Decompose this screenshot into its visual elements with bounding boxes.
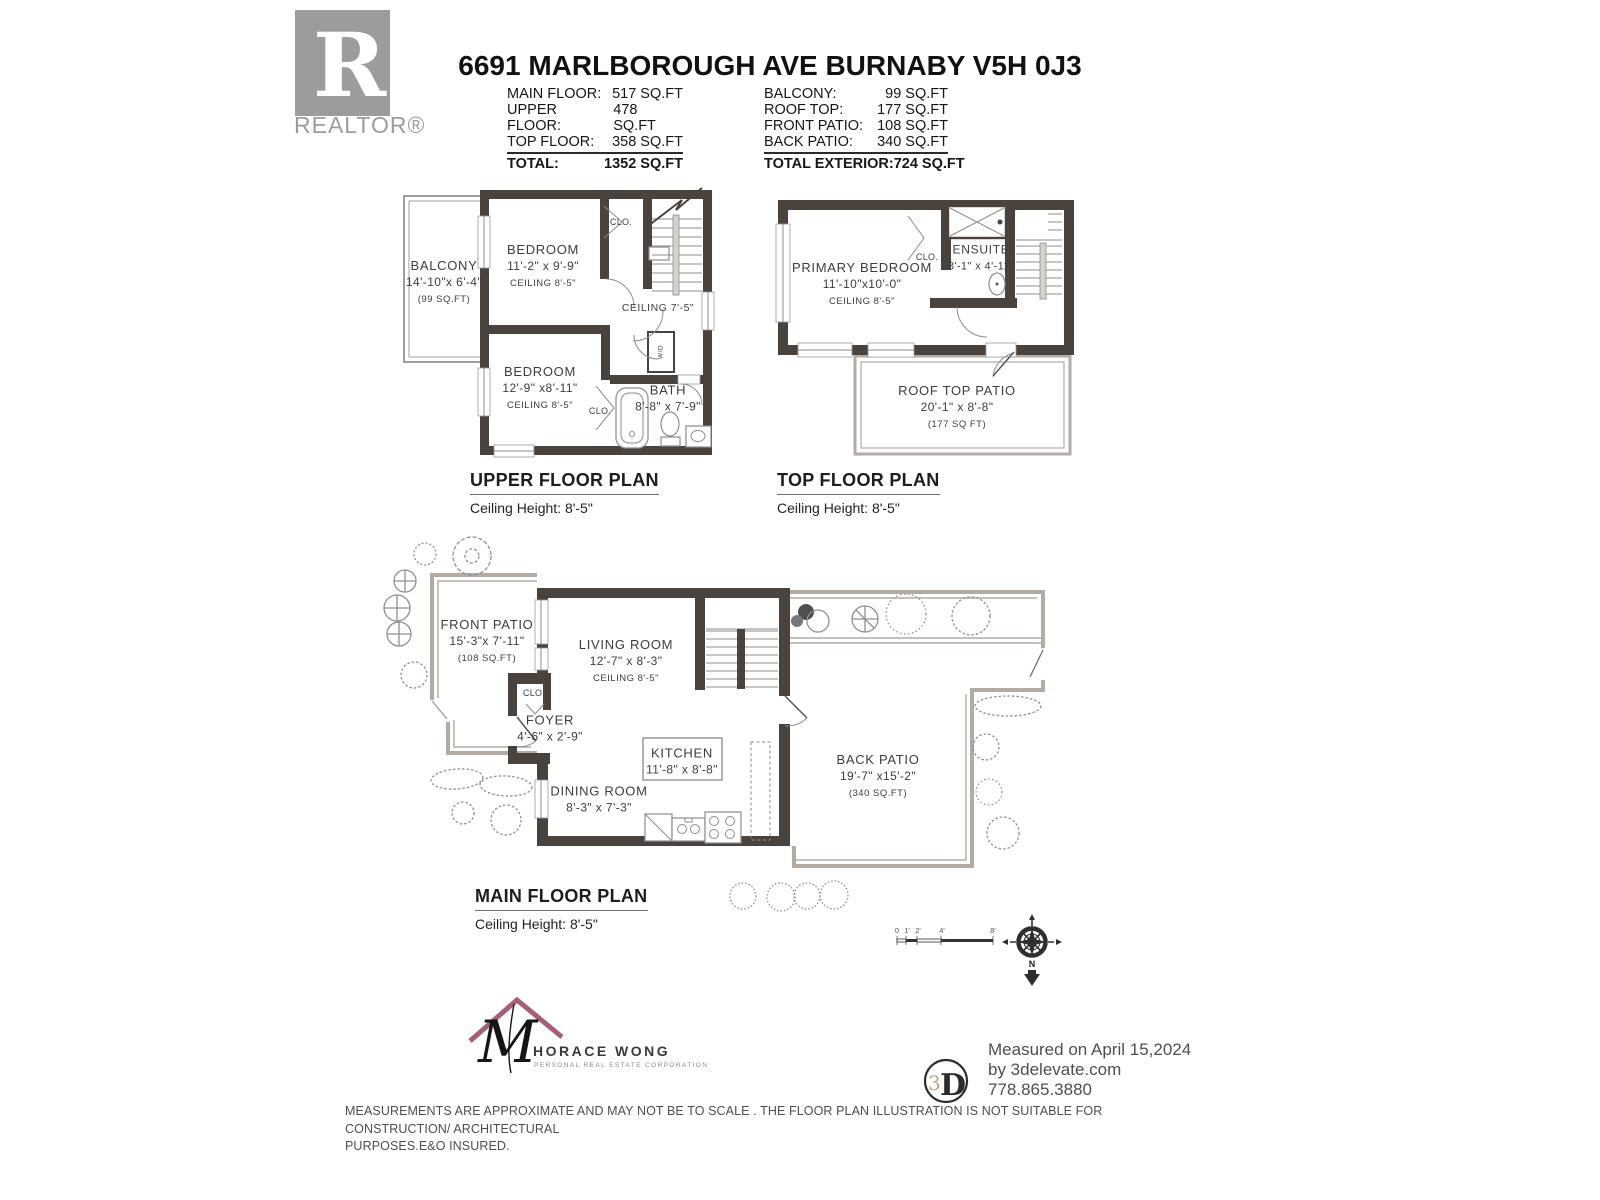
row-value: 108 SQ.FT <box>877 118 948 134</box>
row-label: MAIN FLOOR: <box>507 86 602 102</box>
scale-label: 8' <box>990 926 996 935</box>
disclaimer <box>345 1103 1185 1156</box>
table-row <box>764 118 948 134</box>
measured-by-logo-icon <box>925 1060 967 1103</box>
table-total-row <box>507 152 683 172</box>
main-floor-plan-graphic <box>384 537 1043 911</box>
row-value: 99 SQ.FT <box>885 86 948 102</box>
row-label: BALCONY: <box>764 86 837 102</box>
scale-label: 2' <box>915 926 921 935</box>
table-row <box>507 134 683 150</box>
total-label: TOTAL: <box>507 156 559 172</box>
table-row <box>764 102 948 118</box>
room-label-bedroom2: BEDROOM 12'-9" x8'-11" CEILING 8'-5" <box>502 364 578 411</box>
row-value: 177 SQ.FT <box>877 102 948 118</box>
room-label-kitchen: KITCHEN 11'-8" x 8'-8" <box>646 745 718 777</box>
row-label: BACK PATIO: <box>764 134 853 150</box>
total-label: TOTAL EXTERIOR: <box>764 156 894 172</box>
upper-floor-plan-graphic <box>404 188 714 457</box>
agent-name: HORACE WONG <box>533 1043 671 1059</box>
scale-label: 0 <box>894 926 900 935</box>
table-row <box>507 86 683 102</box>
scale-bar <box>897 936 993 945</box>
hall-ceiling-label: CEILING 7'-5" <box>621 302 695 314</box>
measured-date: Measured on April 15,2024 <box>988 1040 1192 1059</box>
total-value: 1352 SQ.FT <box>604 156 683 172</box>
row-value: 340 SQ.FT <box>877 134 948 150</box>
closet-label: CLO. <box>915 252 939 262</box>
row-value: 478 SQ.FT <box>613 102 656 134</box>
row-label: TOP FLOOR: <box>507 134 595 150</box>
scale-label: 1' <box>904 926 910 935</box>
room-label-ensuite: ENSUITE 8'-1" x 4'-11" <box>947 242 1015 273</box>
page-title: 6691 MARLBOROUGH AVE BURNABY V5H 0J3 <box>458 50 1082 81</box>
measured-logo-3: 3 <box>928 1071 941 1095</box>
table-row <box>507 102 683 134</box>
table-row <box>764 86 948 102</box>
room-label-back-patio: BACK PATIO 19'-7" x15'-2" (340 SQ.FT) <box>836 752 920 799</box>
room-label-balcony: BALCONY 14'-10"x 6'-4" (99 SQ.FT) <box>405 258 483 305</box>
room-label-roof-top-patio: ROOF TOP PATIO 20'-1" x 8'-8" (177 SQ FT) <box>898 383 1016 430</box>
measured-phone: 778.865.3880 <box>988 1080 1092 1099</box>
room-label-foyer: FOYER 4'-6" x 2'-9" <box>517 712 583 744</box>
room-label-front-patio: FRONT PATIO 15'-3"x 7'-11" (108 SQ.FT) <box>440 617 534 664</box>
agent-subtitle: PERSONAL REAL ESTATE CORPORATION <box>534 1062 709 1069</box>
row-label: FRONT PATIO: <box>764 118 864 134</box>
disclaimer-line: MEASUREMENTS ARE APPROXIMATE AND MAY NOT BE TO SCALE . THE FLOOR PLAN ILLUSTRATION IS NOT SUITABLE FOR CONSTRUCTION/ ARCHITECTURAL <box>345 1104 1103 1136</box>
closet-label: CLO. <box>609 217 633 227</box>
room-label-primary-bedroom: PRIMARY BEDROOM 11'-10"x10'-0" CEILING 8'-5" <box>791 260 933 307</box>
table-total-row <box>764 152 965 172</box>
compass-north-label: N <box>1028 959 1036 969</box>
upper-floor-plan-title: UPPER FLOOR PLAN Ceiling Height: 8'-5" <box>470 470 659 516</box>
main-floor-plan-title: MAIN FLOOR PLAN Ceiling Height: 8'-5" <box>475 886 648 932</box>
realtor-logo-icon <box>295 10 390 117</box>
realtor-logo-letter: R <box>313 13 387 117</box>
top-floor-plan-title: TOP FLOOR PLAN Ceiling Height: 8'-5" <box>777 470 940 516</box>
closet-label: CLO. <box>588 406 612 416</box>
agent-logo-monogram: M <box>478 1008 538 1076</box>
disclaimer-line: PURPOSES.E&O INSURED. <box>345 1139 510 1153</box>
row-label: ROOF TOP: <box>764 102 844 118</box>
room-label-dining-room: DINING ROOM 8'-3" x 7'-3" <box>550 783 648 815</box>
table-row <box>764 134 948 150</box>
room-label-bedroom1: BEDROOM 11'-2" x 9'-9" CEILING 8'-5" <box>506 242 580 289</box>
scale-label: 4' <box>939 926 945 935</box>
measured-info <box>988 1040 1191 1100</box>
exterior-area-table <box>764 86 965 172</box>
row-value: 517 SQ.FT <box>612 86 683 102</box>
measured-by: by 3delevate.com <box>988 1060 1122 1079</box>
measured-logo-d: D <box>940 1068 967 1103</box>
washer-dryer-label: W/D <box>657 344 665 360</box>
total-value: 724 SQ.FT <box>893 156 965 172</box>
realtor-wordmark: REALTOR® <box>294 112 426 138</box>
interior-area-table <box>507 86 683 172</box>
row-value: 358 SQ.FT <box>612 134 683 150</box>
closet-label: CLO. <box>522 688 546 698</box>
room-label-living-room: LIVING ROOM 12'-7" x 8'-3" CEILING 8'-5" <box>578 637 674 684</box>
row-label: UPPER FLOOR: <box>507 102 561 134</box>
room-label-bath: BATH 8'-8" x 7'-9" <box>635 382 701 414</box>
compass-rose-icon <box>1002 914 1062 986</box>
